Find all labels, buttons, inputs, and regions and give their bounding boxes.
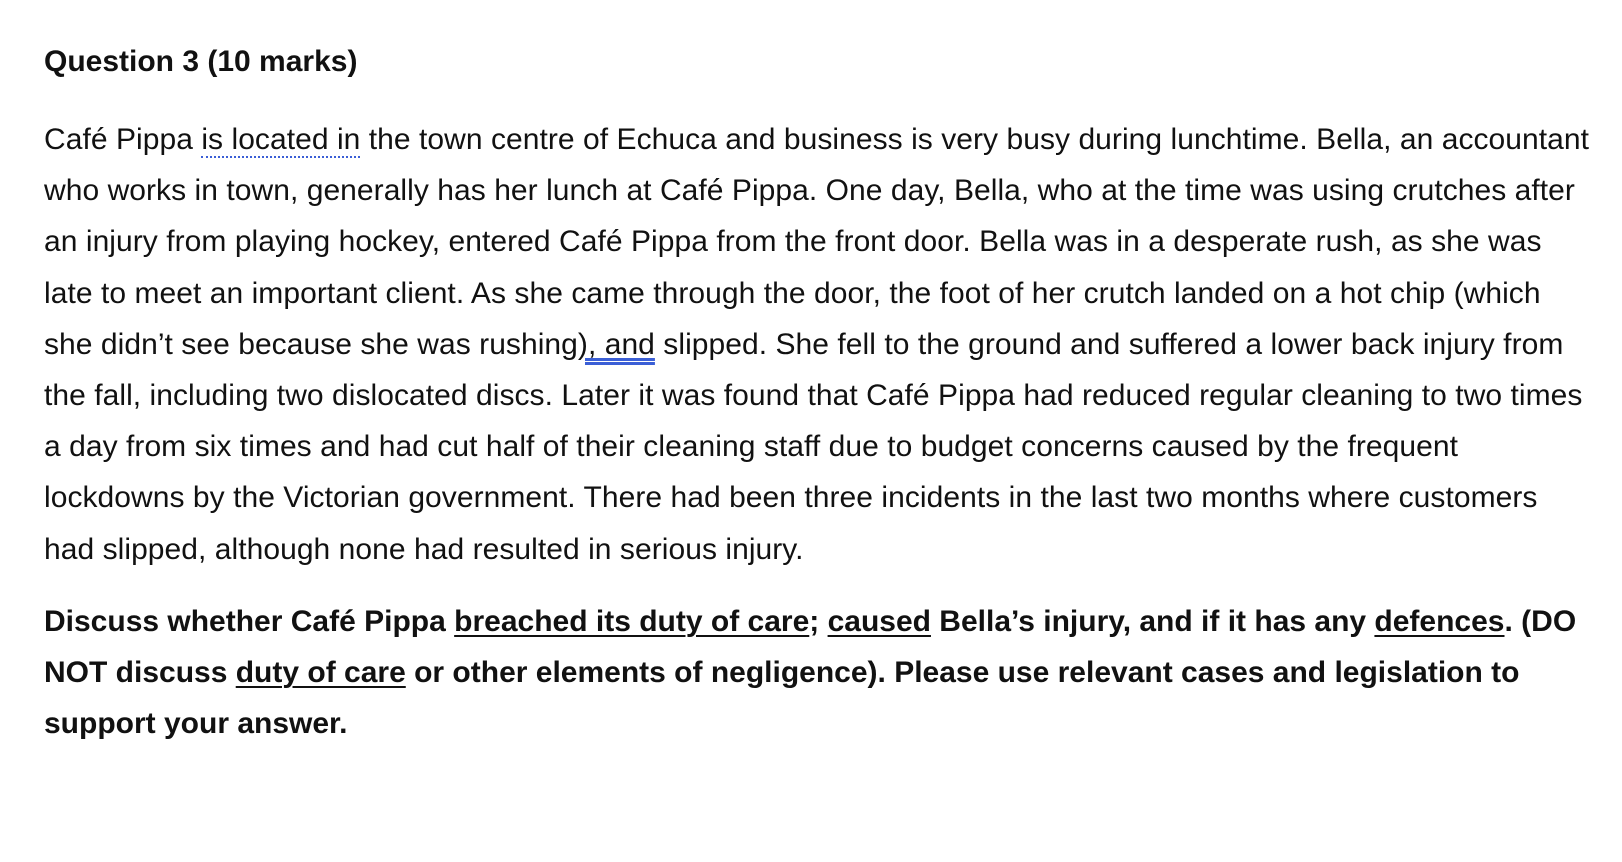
instruction-text-2: ; <box>809 604 828 638</box>
instruction-defences-term: defences <box>1374 604 1505 638</box>
instruction-breach-term: breached its duty of care <box>454 604 810 638</box>
instruction-text-3: Bella’s injury, and if it has any <box>930 604 1375 638</box>
instruction-text-5: or other elements of negligence). Please use relevant cases and legislation to support your answer. <box>44 656 1520 741</box>
grammar-suggestion-located-in[interactable]: is located in <box>201 123 361 156</box>
document-page <box>44 38 1589 749</box>
instruction-text-1: Discuss whether Café Pippa <box>44 604 455 638</box>
scenario-text-2: the town centre of Echuca and business is very busy during lunchtime. Bella, an accountant who works in town, generally has her lunch at Café Pippa. One day, Bella, who at the time was using crutches after an injury from playing hockey, entered Café Pippa from the front door. Bella was in a desperate rush, as she was late to meet an important client. As she came through the door, the foot of her crutch landed on a hot chip (which she didn’t see because she was rushing <box>44 123 1589 361</box>
scenario-text-3: slipped. She fell to the ground and suffered a lower back injury from the fall, including two dislocated discs. Later it was found that Café Pippa had reduced regular cleaning to two times a day from six times and had cut half of their cleaning staff due to budget concerns caused by the frequent lockdowns by the Victorian government. There had been three incidents in the last two months where customers had slipped, although none had resulted in serious injury. <box>44 327 1583 566</box>
scenario-text-1: Café Pippa <box>44 123 202 156</box>
question-heading: Question 3 (10 marks) <box>44 45 358 78</box>
instruction-causation-term: caused <box>827 604 931 638</box>
grammar-suggestion-and[interactable]: ), and <box>577 327 655 361</box>
scenario-paragraph <box>44 114 1589 575</box>
instruction-duty-term: duty of care <box>235 656 406 690</box>
instruction-text-4: . (DO NOT discuss <box>44 604 1577 690</box>
instruction-paragraph <box>44 596 1589 750</box>
